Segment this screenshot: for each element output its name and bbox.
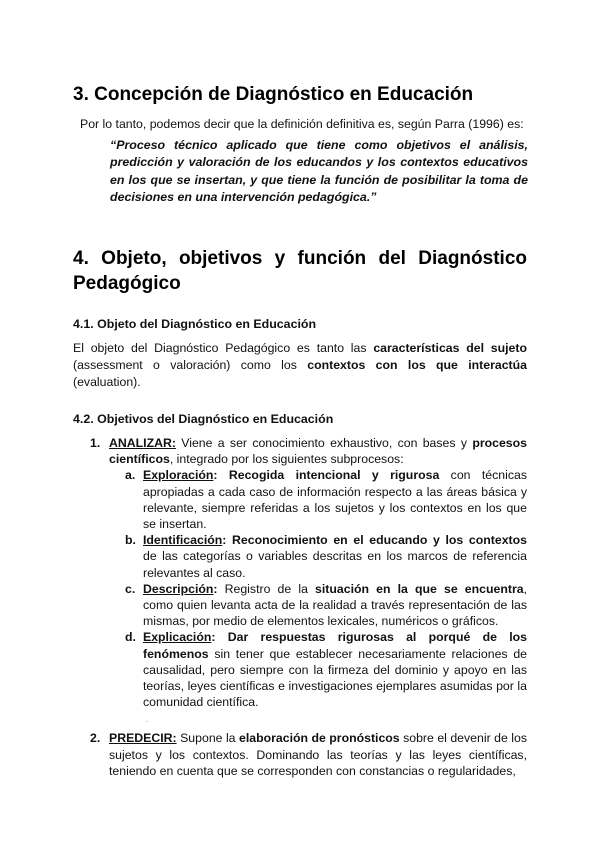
subprocess-colon: : <box>213 581 218 596</box>
subprocess-bold: Reconocimiento en el educando y los contextos <box>226 533 527 548</box>
list-item-predecir <box>90 730 527 779</box>
item-text: , integrado por los siguientes subprocesos: <box>169 452 404 467</box>
list-item-analizar <box>90 435 527 730</box>
subprocess-descripcion <box>125 581 527 630</box>
para-text: (evaluation). <box>73 375 141 390</box>
item-text: Viene a ser conocimiento exhaustivo, con bases y <box>175 436 473 450</box>
para-text: El objeto del Diagnóstico Pedagógico es tanto las <box>73 341 374 355</box>
subprocess-bold: situación en la que se encuentra <box>315 581 524 596</box>
list-letter: c. <box>125 581 136 596</box>
subprocess-colon: : <box>222 533 227 548</box>
subsection-4-1-heading: 4.1. Objeto del Diagnóstico en Educación <box>73 317 317 331</box>
subprocess-label: Identificación <box>143 533 223 548</box>
section-4-heading-line2: Pedagógico <box>73 273 181 294</box>
item-text: sobre el devenir de los sujetos y los contextos. Dominando las teorías y las leyes científicas, teniendo en cuenta que se corresponden con constancias o regularidades, <box>109 731 527 778</box>
item-label: PREDECIR: <box>109 731 177 746</box>
subprocess-text: Registro de la <box>217 581 316 596</box>
objectives-list <box>90 435 527 779</box>
item-bold: elaboración de pronósticos <box>238 731 400 746</box>
item-bold: procesos científicos <box>109 436 527 467</box>
spacer-dot: . <box>146 715 149 725</box>
subprocess-identificacion <box>125 532 527 581</box>
subprocess-label: Explicación <box>143 630 212 645</box>
subsection-4-1-paragraph <box>73 340 527 392</box>
list-number: 2. <box>90 731 101 746</box>
subprocess-text: , como quien levanta acta de la realidad a través representación de las mismas, por medio de elementos lexicales, numéricos o gráficos. <box>143 581 527 629</box>
subprocess-list <box>125 467 527 710</box>
subprocess-bold: Dar respuestas rigurosas al porqué de los fenómenos <box>143 630 527 661</box>
item-label: ANALIZAR: <box>109 436 176 450</box>
subprocess-bold: Recogida intencional y rigurosa <box>217 468 440 483</box>
subprocess-label: Exploración <box>143 468 214 483</box>
subprocess-text: con técnicas apropiadas a cada caso de información respecto a las áreas básica y relevante, siempre referidas a los sujetos y los contextos en los que se insertan. <box>143 468 527 532</box>
section-3-heading: 3. Concepción de Diagnóstico en Educación <box>73 84 474 105</box>
list-letter: b. <box>125 533 136 548</box>
list-number: 1. <box>90 436 101 450</box>
subsection-4-2-heading: 4.2. Objetivos del Diagnóstico en Educación <box>73 412 334 426</box>
para-bold: características del sujeto <box>373 341 527 355</box>
subprocess-text: sin tener que establecer necesariamente relaciones de causalidad, pero siempre con la firmeza del dominio y apoyo en las teorías, leyes científicas e investigaciones ejemplares asumidas por la comunidad científica. <box>143 646 527 710</box>
definition-quote: “Proceso técnico aplicado que tiene como objetivos el análisis, predicción y valoración de los educandos y los contextos educativos en los que se insertan, y que tiene la función de posibilitar la toma de decisiones en una intervención pedagógica.” <box>110 138 528 204</box>
section-3-intro: Por lo tanto, podemos decir que la definición definitiva es, según Parra (1996) es: <box>80 117 524 131</box>
list-letter: a. <box>125 468 136 483</box>
subprocess-text: de las categorías o variables descritas en los marcos de referencia relevantes al caso. <box>143 549 527 580</box>
subprocess-colon: : <box>213 468 218 483</box>
item-text: Supone la <box>176 731 239 746</box>
subprocess-exploracion <box>125 467 527 532</box>
section-4-heading <box>73 246 527 296</box>
section-4-heading-line1: 4. Objeto, objetivos y función del Diagnóstico <box>73 248 527 269</box>
subprocess-label: Descripción <box>143 581 214 596</box>
list-letter: d. <box>125 630 136 645</box>
para-bold: contextos con los que interactúa <box>307 358 527 373</box>
subprocess-explicacion <box>125 629 527 710</box>
para-text: (assessment o valoración) como los <box>73 358 308 373</box>
subprocess-colon: : <box>211 630 216 645</box>
